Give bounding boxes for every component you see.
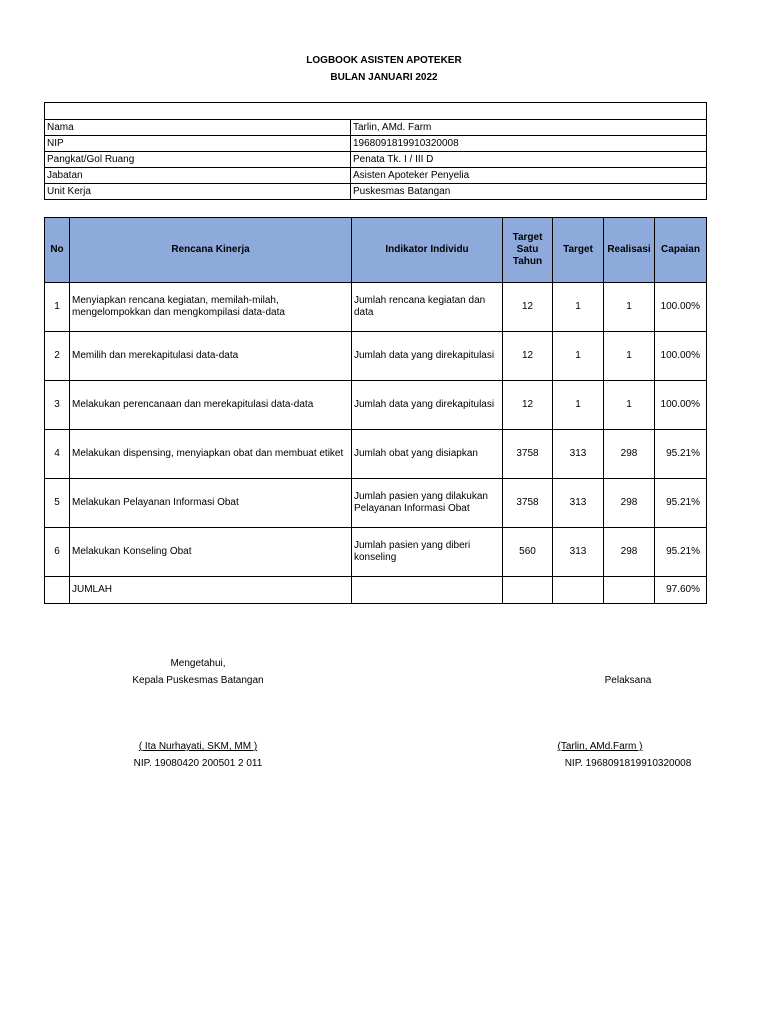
identity-value: Puskesmas Batangan — [351, 184, 707, 200]
cell-rencana: Melakukan Pelayanan Informasi Obat — [70, 479, 352, 528]
identity-table — [44, 102, 707, 200]
total-capaian: 97.60% — [655, 577, 707, 604]
left-signature-name: ( Ita Nurhayati, SKM, MM ) — [138, 741, 258, 752]
identity-value: Penata Tk. I / III D — [351, 152, 707, 168]
cell-capaian: 100.00% — [655, 283, 707, 332]
cell-empty — [352, 577, 503, 604]
cell-realisasi: 1 — [604, 283, 655, 332]
cell-target: 313 — [553, 528, 604, 577]
cell-target: 1 — [553, 283, 604, 332]
cell-capaian: 95.21% — [655, 479, 707, 528]
cell-indikator: Jumlah rencana kegiatan dan data — [352, 283, 503, 332]
cell-target: 1 — [553, 332, 604, 381]
identity-label: NIP — [45, 136, 351, 152]
left-signature-nip: NIP. 19080420 200501 2 011 — [133, 758, 263, 769]
identity-row-pangkat — [45, 152, 707, 168]
header-no: No — [45, 218, 70, 283]
identity-value: Asisten Apoteker Penyelia — [351, 168, 707, 184]
identity-row-unit-kerja — [45, 184, 707, 200]
cell-target: 1 — [553, 381, 604, 430]
header-target-satu-tahun: Target Satu Tahun — [503, 218, 553, 283]
cell-target-tahun: 560 — [503, 528, 553, 577]
total-row — [45, 577, 707, 604]
cell-rencana: Melakukan perencanaan dan merekapitulasi data-data — [70, 381, 352, 430]
identity-label: Jabatan — [45, 168, 351, 184]
identity-value: 196809181991032000​8 — [351, 136, 707, 152]
cell-target-tahun: 3758 — [503, 430, 553, 479]
cell-no: 2 — [45, 332, 70, 381]
identity-row-nip — [45, 136, 707, 152]
document-title: LOGBOOK ASISTEN APOTEKER — [306, 55, 462, 66]
identity-label: Pangkat/Gol Ruang — [45, 152, 351, 168]
cell-target: 313 — [553, 479, 604, 528]
cell-rencana: Melakukan dispensing, menyiapkan obat dan membuat etiket — [70, 430, 352, 479]
identity-blank-row — [45, 103, 707, 120]
document-subtitle: BULAN JANUARI 2022 — [330, 72, 438, 83]
cell-indikator: Jumlah pasien yang diberi konseling — [352, 528, 503, 577]
cell-no: 5 — [45, 479, 70, 528]
total-label: JUMLAH — [70, 577, 352, 604]
table-row — [45, 430, 707, 479]
cell-target-tahun: 3758 — [503, 479, 553, 528]
table-row — [45, 283, 707, 332]
cell-indikator: Jumlah data yang direkapitulasi — [352, 332, 503, 381]
right-signature-name: (Tarlin, AMd.Farm ) — [557, 741, 643, 752]
header-rencana-kinerja: Rencana Kinerja — [70, 218, 352, 283]
cell-realisasi: 298 — [604, 430, 655, 479]
right-signature-role: Pelaksana — [604, 675, 652, 686]
cell-empty — [553, 577, 604, 604]
cell-capaian: 100.00% — [655, 381, 707, 430]
cell-target-tahun: 12 — [503, 381, 553, 430]
left-signature-title: Kepala Puskesmas Batangan — [132, 675, 264, 686]
cell-no: 1 — [45, 283, 70, 332]
performance-table — [44, 217, 707, 604]
cell-indikator: Jumlah obat yang disiapkan — [352, 430, 503, 479]
cell-realisasi: 1 — [604, 332, 655, 381]
table-row — [45, 528, 707, 577]
table-row — [45, 479, 707, 528]
cell-no: 4 — [45, 430, 70, 479]
cell-indikator: Jumlah data yang direkapitulasi — [352, 381, 503, 430]
table-row — [45, 381, 707, 430]
left-signature-line1: Mengetahui, — [170, 658, 226, 669]
header-indikator-individu: Indikator Individu — [352, 218, 503, 283]
cell-empty — [604, 577, 655, 604]
cell-rencana: Melakukan Konseling Obat — [70, 528, 352, 577]
cell-capaian: 95.21% — [655, 528, 707, 577]
cell-no: 3 — [45, 381, 70, 430]
cell-empty — [45, 577, 70, 604]
header-target: Target — [553, 218, 604, 283]
cell-target-tahun: 12 — [503, 283, 553, 332]
identity-label: Nama — [45, 120, 351, 136]
header-realisasi: Realisasi — [604, 218, 655, 283]
cell-rencana: Menyiapkan rencana kegiatan, memilah-milah, mengelompokkan dan mengkompilasi data-data — [70, 283, 352, 332]
cell-no: 6 — [45, 528, 70, 577]
cell-realisasi: 298 — [604, 528, 655, 577]
cell-capaian: 100.00% — [655, 332, 707, 381]
cell-target: 313 — [553, 430, 604, 479]
cell-target-tahun: 12 — [503, 332, 553, 381]
header-capaian: Capaian — [655, 218, 707, 283]
cell-capaian: 95.21% — [655, 430, 707, 479]
cell-realisasi: 298 — [604, 479, 655, 528]
identity-value: Tarlin, AMd. Farm — [351, 120, 707, 136]
identity-row-nama — [45, 120, 707, 136]
table-header-row — [45, 218, 707, 283]
cell-empty — [503, 577, 553, 604]
identity-label: Unit Kerja — [45, 184, 351, 200]
right-signature-nip: NIP. 196809181991032000​8 — [564, 758, 692, 769]
cell-realisasi: 1 — [604, 381, 655, 430]
table-row — [45, 332, 707, 381]
cell-rencana: Memilih dan merekapitulasi data-data — [70, 332, 352, 381]
identity-row-jabatan — [45, 168, 707, 184]
cell-indikator: Jumlah pasien yang dilakukan Pelayanan Informasi Obat — [352, 479, 503, 528]
